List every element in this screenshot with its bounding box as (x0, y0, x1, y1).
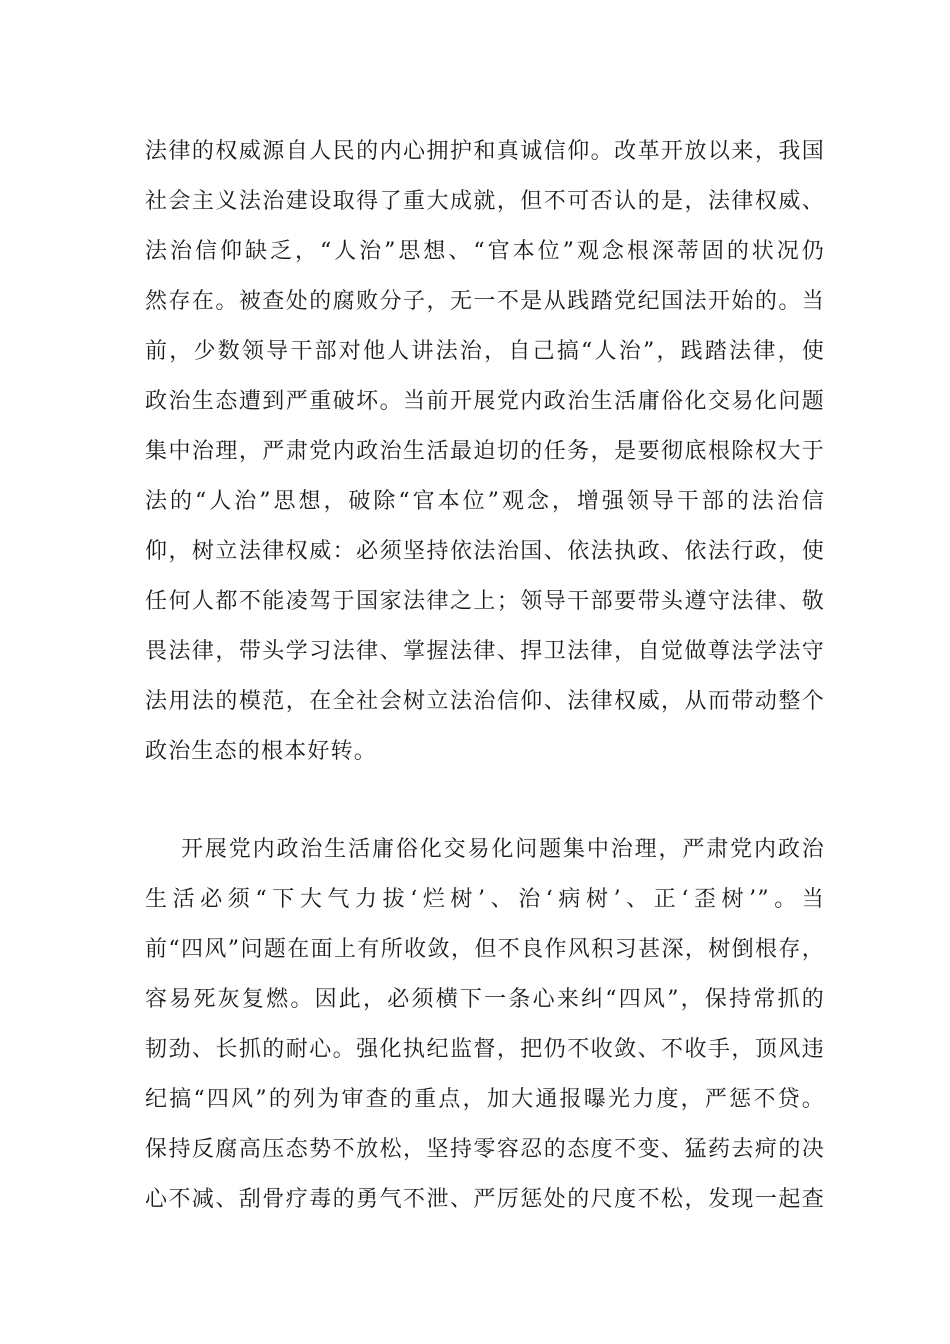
text-line: 心不减、刮骨疗毒的勇气不泄、严厉惩处的尺度不松，发现一起查 (145, 1187, 825, 1212)
text-line: 法的“人治”思想，破除“官本位”观念，增强领导干部的法治信 (145, 489, 825, 514)
text-line: 前，少数领导干部对他人讲法治，自己搞“人治”，践踏法律，使 (145, 339, 825, 364)
text-line: 政治生态遭到严重破坏。当前开展党内政治生活庸俗化交易化问题 (145, 389, 825, 414)
text-line: 开展党内政治生活庸俗化交易化问题集中治理，严肃党内政治 (181, 837, 825, 862)
text-line: 仰，树立法律权威：必须坚持依法治国、依法执政、依法行政，使 (145, 539, 825, 564)
text-line: 然存在。被查处的腐败分子，无一不是从践踏党纪国法开始的。当 (145, 289, 825, 314)
text-line: 法律的权威源自人民的内心拥护和真诚信仰。改革开放以来，我国 (145, 139, 825, 164)
text-line: 社会主义法治建设取得了重大成就，但不可否认的是，法律权威、 (145, 189, 825, 214)
text-line: 容易死灰复燃。因此，必须横下一条心来纠“四风”，保持常抓的 (145, 987, 825, 1012)
text-line: 生活必须“下大气力拔‘烂树’、治‘病树’、正‘歪树’”。当 (145, 887, 825, 912)
text-line: 畏法律，带头学习法律、掌握法律、捍卫法律，自觉做尊法学法守 (145, 639, 825, 664)
text-line: 前“四风”问题在面上有所收敛，但不良作风积习甚深，树倒根存， (145, 937, 825, 962)
text-line: 保持反腐高压态势不放松，坚持零容忍的态度不变、猛药去疴的决 (145, 1137, 825, 1162)
text-line: 法治信仰缺乏，“人治”思想、“官本位”观念根深蒂固的状况仍 (145, 239, 825, 264)
text-line: 政治生态的根本好转。 (145, 739, 378, 764)
text-line: 任何人都不能凌驾于国家法律之上；领导干部要带头遵守法律、敬 (145, 589, 825, 614)
text-line: 法用法的模范，在全社会树立法治信仰、法律权威，从而带动整个 (145, 689, 825, 714)
text-line: 集中治理，严肃党内政治生活最迫切的任务，是要彻底根除权大于 (145, 439, 825, 464)
text-line: 纪搞“四风”的列为审查的重点，加大通报曝光力度，严惩不贷。 (145, 1087, 825, 1112)
text-line: 韧劲、长抓的耐心。强化执纪监督，把仍不收敛、不收手，顶风违 (145, 1037, 825, 1062)
